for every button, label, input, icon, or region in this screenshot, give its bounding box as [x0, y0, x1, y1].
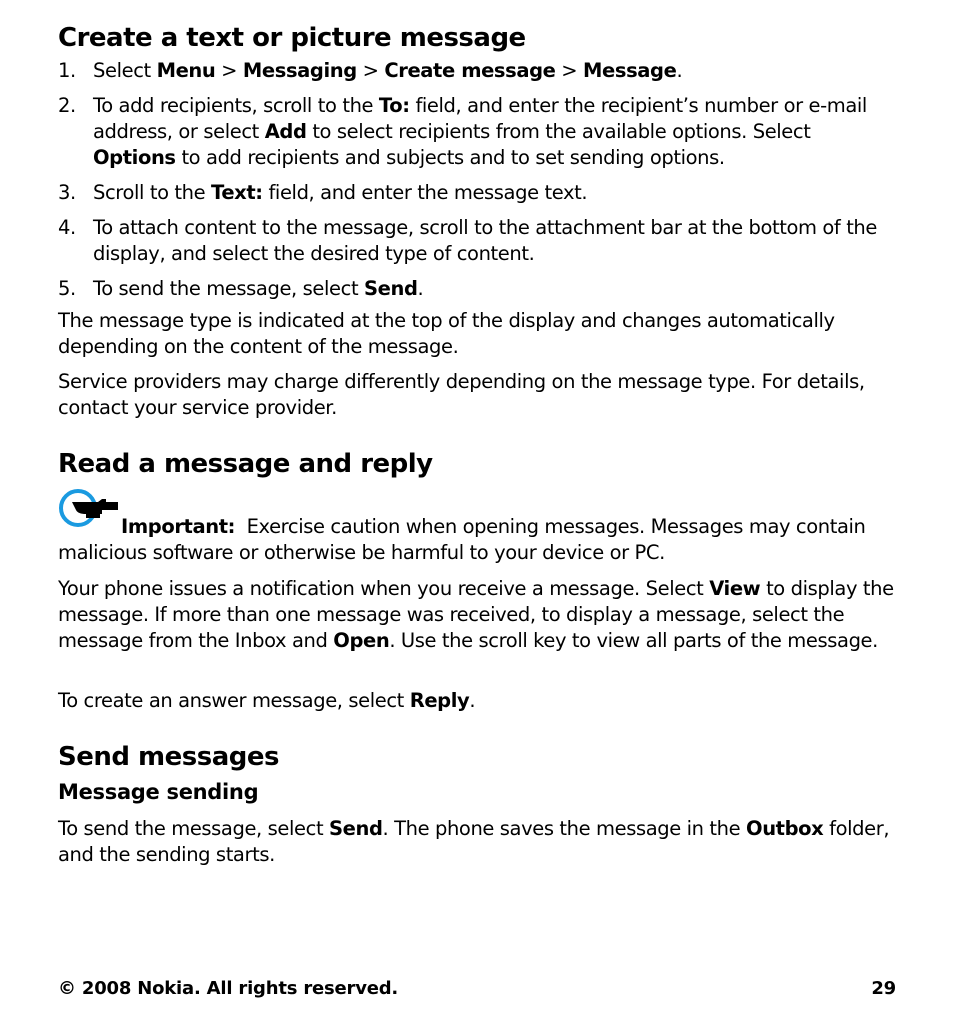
paragraph-notification: Your phone issues a notification when you receive a message. Select View to display the message. If more than one message was received, to display a message, select the message from the Inbox and Open. Use the scroll key to view all parts of the message. [58, 577, 894, 652]
paragraph-service-providers: Service providers may charge differently depending on the message type. For details, contact your service provider. [58, 370, 865, 419]
step-2: 2. To add recipients, scroll to the To: field, and enter the recipient’s number or e-mail address, or select Add to select recipients from the available options. Select Options to add recipients and subjects and to set sending options. [58, 94, 867, 169]
page-footer [58, 978, 896, 999]
page-number: 29 [871, 978, 896, 999]
menu-term: Message [583, 59, 677, 82]
step-4: 4. To attach content to the message, scroll to the attachment bar at the bottom of the display, and select the desired type of content. [58, 216, 877, 265]
step-3: 3. Scroll to the Text: field, and enter the message text. [58, 181, 588, 204]
important-hand-pointer-icon [58, 488, 120, 528]
paragraph-message-sending: To send the message, select Send. The phone saves the message in the Outbox folder, and the sending starts. [58, 817, 890, 866]
step-number: 2. [58, 94, 76, 117]
step-5: 5. To send the message, select Send. [58, 277, 424, 300]
step-number: 4. [58, 216, 76, 239]
paragraph-reply: To create an answer message, select Reply. [58, 689, 476, 712]
step-1: 1. Select Menu > Messaging > Create message > Message. [58, 59, 683, 82]
paragraph-message-type: The message type is indicated at the top of the display and changes automatically depending on the content of the message. [58, 309, 835, 358]
heading-send-messages: Send messages [58, 742, 279, 772]
steps-list [58, 58, 898, 302]
important-paragraph: Important: Exercise caution when opening messages. Messages may contain malicious software or otherwise be harmful to your device or PC. [58, 515, 872, 564]
step-number: 1. [58, 59, 76, 82]
heading-create-message: Create a text or picture message [58, 23, 526, 53]
subheading-message-sending: Message sending [58, 780, 259, 804]
menu-term: Messaging [242, 59, 357, 82]
menu-term: Menu [156, 59, 216, 82]
important-note [58, 488, 898, 566]
heading-read-message: Read a message and reply [58, 449, 433, 479]
important-label: Important: [121, 515, 236, 538]
copyright-text: © 2008 Nokia. All rights reserved. [58, 978, 399, 999]
menu-term: Create message [384, 59, 556, 82]
step-number: 5. [58, 277, 76, 300]
step-number: 3. [58, 181, 76, 204]
